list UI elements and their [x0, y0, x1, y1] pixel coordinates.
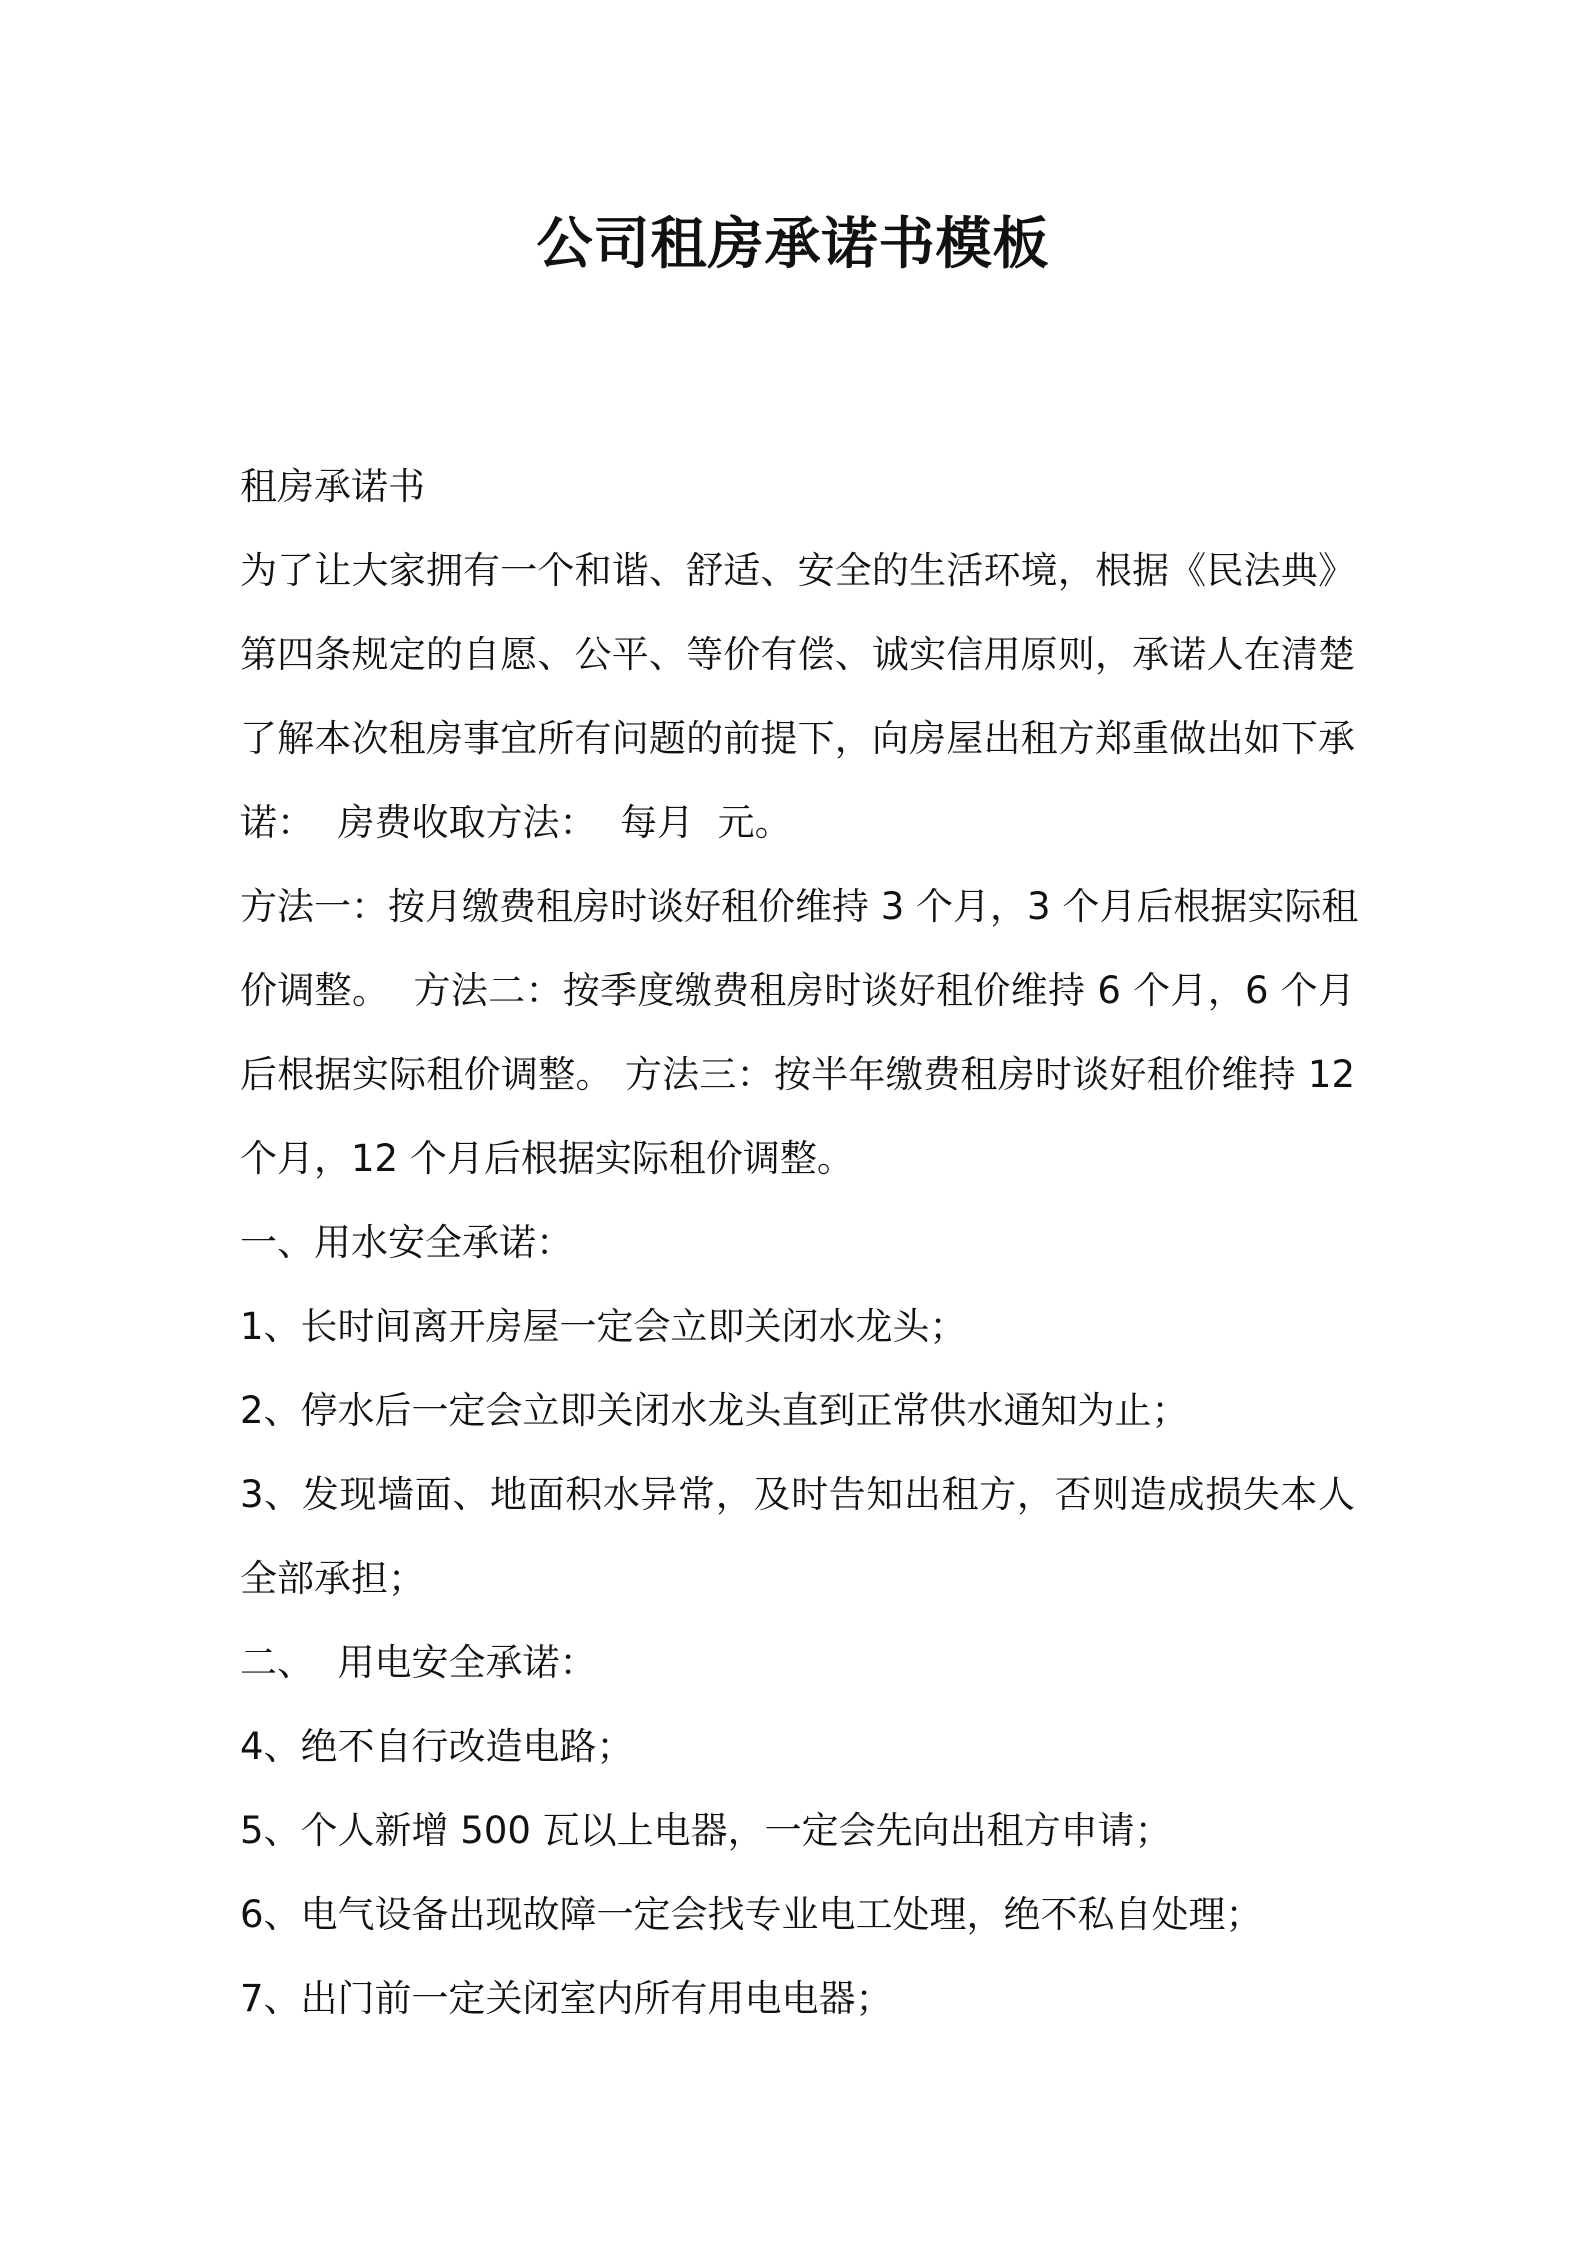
list-item: 7、出门前一定关闭室内所有用电电器； [240, 1977, 893, 2020]
body-line: 价调整。 方法二：按季度缴费租房时谈好租价维持 6 个月，6 个月 [240, 969, 1355, 1012]
body-line: 后根据实际租价调整。 方法三：按半年缴费租房时谈好租价维持 12 [240, 1053, 1355, 1096]
body-line-section-heading: 租房承诺书 [240, 465, 425, 508]
list-item: 3、发现墙面、地面积水异常，及时告知出租方，否则造成损失本人 [240, 1473, 1355, 1516]
list-item: 6、电气设备出现故障一定会找专业电工处理，绝不私自处理； [240, 1893, 1263, 1936]
document-title: 公司租房承诺书模板 [536, 212, 1050, 277]
list-item: 1、长时间离开房屋一定会立即关闭水龙头； [240, 1305, 967, 1348]
body-line: 为了让大家拥有一个和谐、舒适、安全的生活环境，根据《民法典》 [240, 549, 1355, 592]
list-item-continuation: 全部承担； [240, 1557, 425, 1600]
section-heading-water: 一、用水安全承诺： [240, 1221, 573, 1264]
body-line: 第四条规定的自愿、公平、等价有偿、诚实信用原则，承诺人在清楚 [240, 633, 1355, 676]
list-item: 4、绝不自行改造电路； [240, 1725, 634, 1768]
document-body [240, 445, 1359, 2041]
body-line: 了解本次租房事宜所有问题的前提下，向房屋出租方郑重做出如下承 [240, 717, 1355, 760]
list-item: 5、个人新增 500 瓦以上电器，一定会先向出租方申请； [240, 1809, 1172, 1852]
list-item: 2、停水后一定会立即关闭水龙头直到正常供水通知为止； [240, 1389, 1189, 1432]
section-heading-electric: 二、 用电安全承诺： [240, 1641, 597, 1684]
body-line: 诺： 房费收取方法： 每月 元。 [240, 801, 792, 844]
body-line: 个月，12 个月后根据实际租价调整。 [240, 1137, 854, 1180]
body-line: 方法一：按月缴费租房时谈好租价维持 3 个月，3 个月后根据实际租 [240, 885, 1359, 928]
